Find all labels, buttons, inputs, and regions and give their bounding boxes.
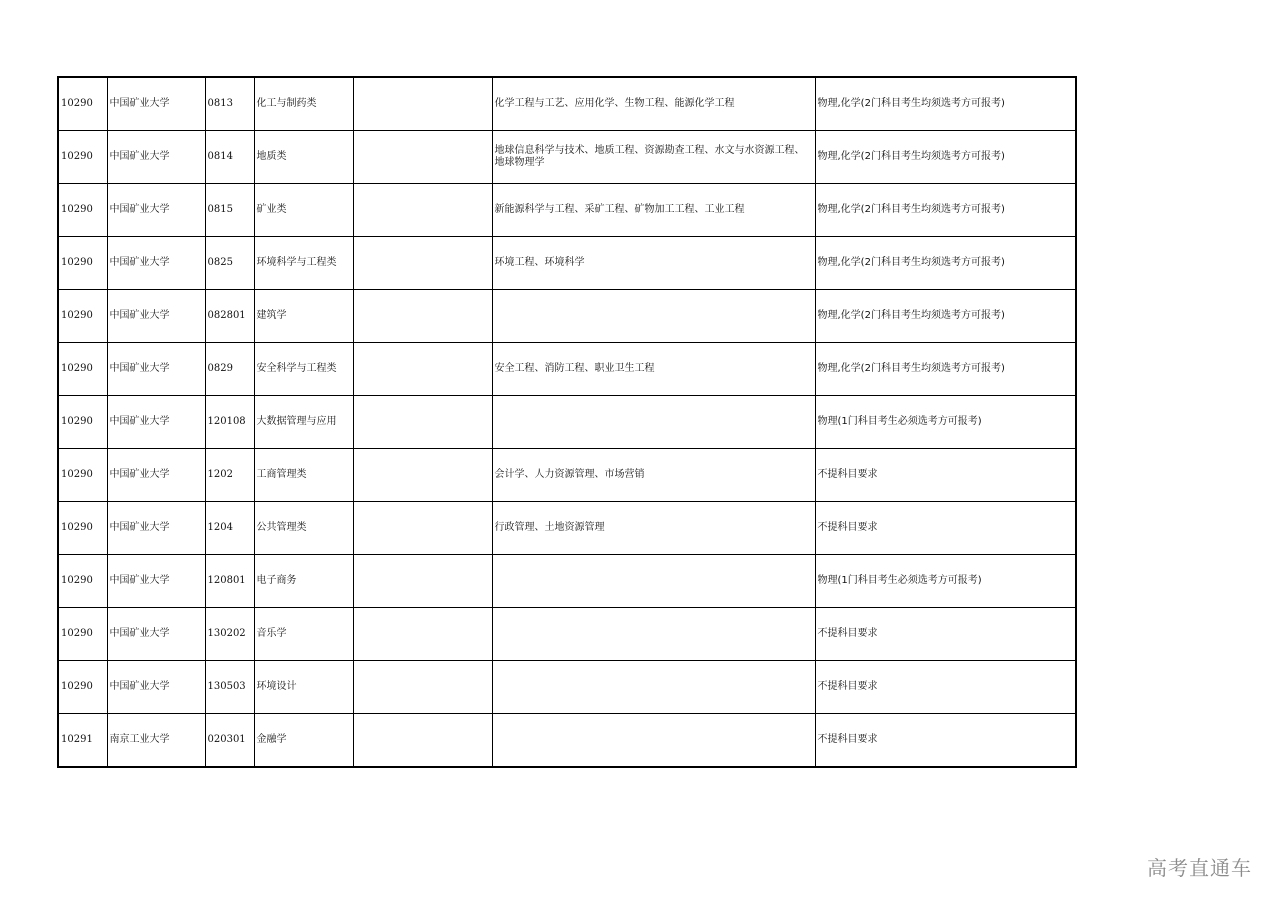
school-name-cell: 中国矿业大学 xyxy=(107,77,205,131)
subject-requirement-cell: 物理,化学(2门科目考生均须选考方可报考) xyxy=(815,131,1076,184)
major-name-cell: 金融学 xyxy=(254,714,353,768)
note-cell xyxy=(353,77,492,131)
subject-requirement-cell: 物理,化学(2门科目考生均须选考方可报考) xyxy=(815,237,1076,290)
subject-requirement-cell: 不提科目要求 xyxy=(815,502,1076,555)
subject-requirement-cell: 物理,化学(2门科目考生均须选考方可报考) xyxy=(815,77,1076,131)
major-name-cell: 音乐学 xyxy=(254,608,353,661)
school-code-cell: 10290 xyxy=(58,237,107,290)
major-name-cell: 化工与制药类 xyxy=(254,77,353,131)
major-name-cell: 矿业类 xyxy=(254,184,353,237)
included-majors-cell xyxy=(492,290,815,343)
table-row xyxy=(58,661,1076,714)
school-code-cell: 10290 xyxy=(58,290,107,343)
school-code-cell: 10290 xyxy=(58,77,107,131)
school-code-cell: 10290 xyxy=(58,184,107,237)
school-name-cell: 中国矿业大学 xyxy=(107,396,205,449)
subject-requirement-cell: 不提科目要求 xyxy=(815,661,1076,714)
table-row xyxy=(58,290,1076,343)
major-code-cell: 0813 xyxy=(205,77,254,131)
school-code-cell: 10290 xyxy=(58,608,107,661)
school-name-cell: 南京工业大学 xyxy=(107,714,205,768)
note-cell xyxy=(353,396,492,449)
school-name-cell: 中国矿业大学 xyxy=(107,184,205,237)
included-majors-cell: 行政管理、土地资源管理 xyxy=(492,502,815,555)
table-row xyxy=(58,502,1076,555)
school-code-cell: 10291 xyxy=(58,714,107,768)
major-name-cell: 大数据管理与应用 xyxy=(254,396,353,449)
included-majors-cell xyxy=(492,608,815,661)
school-name-cell: 中国矿业大学 xyxy=(107,555,205,608)
included-majors-cell: 环境工程、环境科学 xyxy=(492,237,815,290)
included-majors-cell: 化学工程与工艺、应用化学、生物工程、能源化学工程 xyxy=(492,77,815,131)
included-majors-cell xyxy=(492,661,815,714)
school-code-cell: 10290 xyxy=(58,343,107,396)
school-name-cell: 中国矿业大学 xyxy=(107,661,205,714)
major-code-cell: 020301 xyxy=(205,714,254,768)
table-row xyxy=(58,714,1076,768)
included-majors-cell xyxy=(492,714,815,768)
table-body xyxy=(58,77,1076,767)
major-name-cell: 电子商务 xyxy=(254,555,353,608)
table-row xyxy=(58,184,1076,237)
note-cell xyxy=(353,661,492,714)
school-name-cell: 中国矿业大学 xyxy=(107,608,205,661)
school-code-cell: 10290 xyxy=(58,396,107,449)
note-cell xyxy=(353,502,492,555)
school-name-cell: 中国矿业大学 xyxy=(107,449,205,502)
subject-requirement-cell: 不提科目要求 xyxy=(815,714,1076,768)
major-name-cell: 建筑学 xyxy=(254,290,353,343)
included-majors-cell: 安全工程、消防工程、职业卫生工程 xyxy=(492,343,815,396)
school-code-cell: 10290 xyxy=(58,449,107,502)
table-row xyxy=(58,396,1076,449)
watermark-text: 高考直通车 xyxy=(1147,856,1252,880)
table-row xyxy=(58,77,1076,131)
major-name-cell: 工商管理类 xyxy=(254,449,353,502)
major-name-cell: 安全科学与工程类 xyxy=(254,343,353,396)
school-name-cell: 中国矿业大学 xyxy=(107,237,205,290)
school-name-cell: 中国矿业大学 xyxy=(107,131,205,184)
included-majors-cell xyxy=(492,555,815,608)
included-majors-cell: 会计学、人力资源管理、市场营销 xyxy=(492,449,815,502)
requirements-table xyxy=(57,76,1077,768)
included-majors-cell: 地球信息科学与技术、地质工程、资源勘查工程、水文与水资源工程、地球物理学 xyxy=(492,131,815,184)
note-cell xyxy=(353,608,492,661)
note-cell xyxy=(353,555,492,608)
major-code-cell: 1204 xyxy=(205,502,254,555)
note-cell xyxy=(353,449,492,502)
subject-requirement-cell: 物理,化学(2门科目考生均须选考方可报考) xyxy=(815,184,1076,237)
school-code-cell: 10290 xyxy=(58,131,107,184)
major-code-cell: 130202 xyxy=(205,608,254,661)
major-code-cell: 0815 xyxy=(205,184,254,237)
note-cell xyxy=(353,237,492,290)
subject-requirement-cell: 物理(1门科目考生必须选考方可报考) xyxy=(815,555,1076,608)
major-name-cell: 地质类 xyxy=(254,131,353,184)
major-code-cell: 120108 xyxy=(205,396,254,449)
table-row xyxy=(58,131,1076,184)
school-code-cell: 10290 xyxy=(58,502,107,555)
included-majors-cell xyxy=(492,396,815,449)
major-name-cell: 环境科学与工程类 xyxy=(254,237,353,290)
major-code-cell: 130503 xyxy=(205,661,254,714)
subject-requirement-cell: 物理,化学(2门科目考生均须选考方可报考) xyxy=(815,343,1076,396)
major-code-cell: 0814 xyxy=(205,131,254,184)
school-code-cell: 10290 xyxy=(58,661,107,714)
major-code-cell: 0825 xyxy=(205,237,254,290)
table-row xyxy=(58,555,1076,608)
school-name-cell: 中国矿业大学 xyxy=(107,343,205,396)
subject-requirement-cell: 不提科目要求 xyxy=(815,449,1076,502)
note-cell xyxy=(353,290,492,343)
school-name-cell: 中国矿业大学 xyxy=(107,502,205,555)
major-code-cell: 1202 xyxy=(205,449,254,502)
table-row xyxy=(58,449,1076,502)
note-cell xyxy=(353,184,492,237)
subject-requirement-cell: 物理(1门科目考生必须选考方可报考) xyxy=(815,396,1076,449)
subject-requirement-cell: 不提科目要求 xyxy=(815,608,1076,661)
table-row xyxy=(58,237,1076,290)
table-row xyxy=(58,343,1076,396)
major-code-cell: 120801 xyxy=(205,555,254,608)
major-code-cell: 0829 xyxy=(205,343,254,396)
school-code-cell: 10290 xyxy=(58,555,107,608)
major-code-cell: 082801 xyxy=(205,290,254,343)
note-cell xyxy=(353,714,492,768)
school-name-cell: 中国矿业大学 xyxy=(107,290,205,343)
subject-requirement-cell: 物理,化学(2门科目考生均须选考方可报考) xyxy=(815,290,1076,343)
table-row xyxy=(58,608,1076,661)
major-name-cell: 环境设计 xyxy=(254,661,353,714)
included-majors-cell: 新能源科学与工程、采矿工程、矿物加工工程、工业工程 xyxy=(492,184,815,237)
note-cell xyxy=(353,343,492,396)
note-cell xyxy=(353,131,492,184)
major-name-cell: 公共管理类 xyxy=(254,502,353,555)
